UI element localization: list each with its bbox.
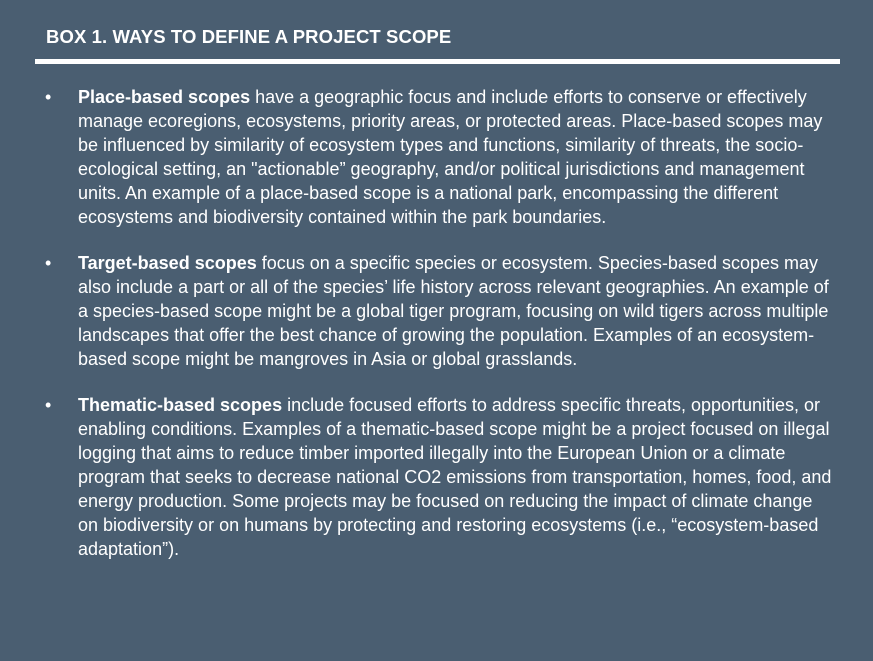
- item-text: include focused efforts to address specific threats, opportunities, or enabling conditions. Examples of a thematic-based scope might be a project focused on illegal logging that aims to reduce timber imported illegally into the European Union or a climate program that seeks to decrease national CO2 emissions from transportation, homes, food, and energy production. Some projects may be focused on reducing the impact of climate change on biodiversity or on humans by protecting and restoring ecosystems (i.e., “ecosystem-based adaptation”).: [78, 395, 832, 559]
- list-item-place-based: [0, 85, 873, 229]
- bullet-icon: •: [45, 395, 52, 415]
- item-text: focus on a specific species or ecosystem. Species-based scopes may also include a part or all of the species’ life history across relevant geographies. An example of a species-based scope might be a global tiger program, focusing on wild tigers across multiple landscapes that offer the best chance of growing the population. Examples of an ecosystem-based scope might be mangroves in Asia or global grasslands.: [78, 253, 829, 369]
- list-item-target-based: [0, 251, 873, 371]
- item-lead: Thematic-based scopes: [78, 395, 283, 415]
- item-lead: Target-based scopes: [78, 253, 257, 273]
- list-item-thematic-based: [0, 393, 873, 561]
- bullet-icon: •: [45, 253, 52, 273]
- title-divider: [35, 59, 840, 64]
- item-text: have a geographic focus and include efforts to conserve or effectively manage ecoregions, ecosystems, priority areas, or protected areas. Place-based scopes may be influenced by similarity of ecosystem types and functions, similarity of threats, the socio-ecological setting, an "actionable” geography, and/or political jurisdictions and management units. An example of a place-based scope is a national park, encompassing the different ecosystems and biodiversity contained within the park boundaries.: [78, 87, 823, 227]
- box-title: BOX 1. WAYS TO DEFINE A PROJECT SCOPE: [46, 26, 452, 47]
- item-lead: Place-based scopes: [78, 87, 251, 107]
- bullet-icon: •: [45, 87, 52, 107]
- scope-list: [0, 85, 873, 583]
